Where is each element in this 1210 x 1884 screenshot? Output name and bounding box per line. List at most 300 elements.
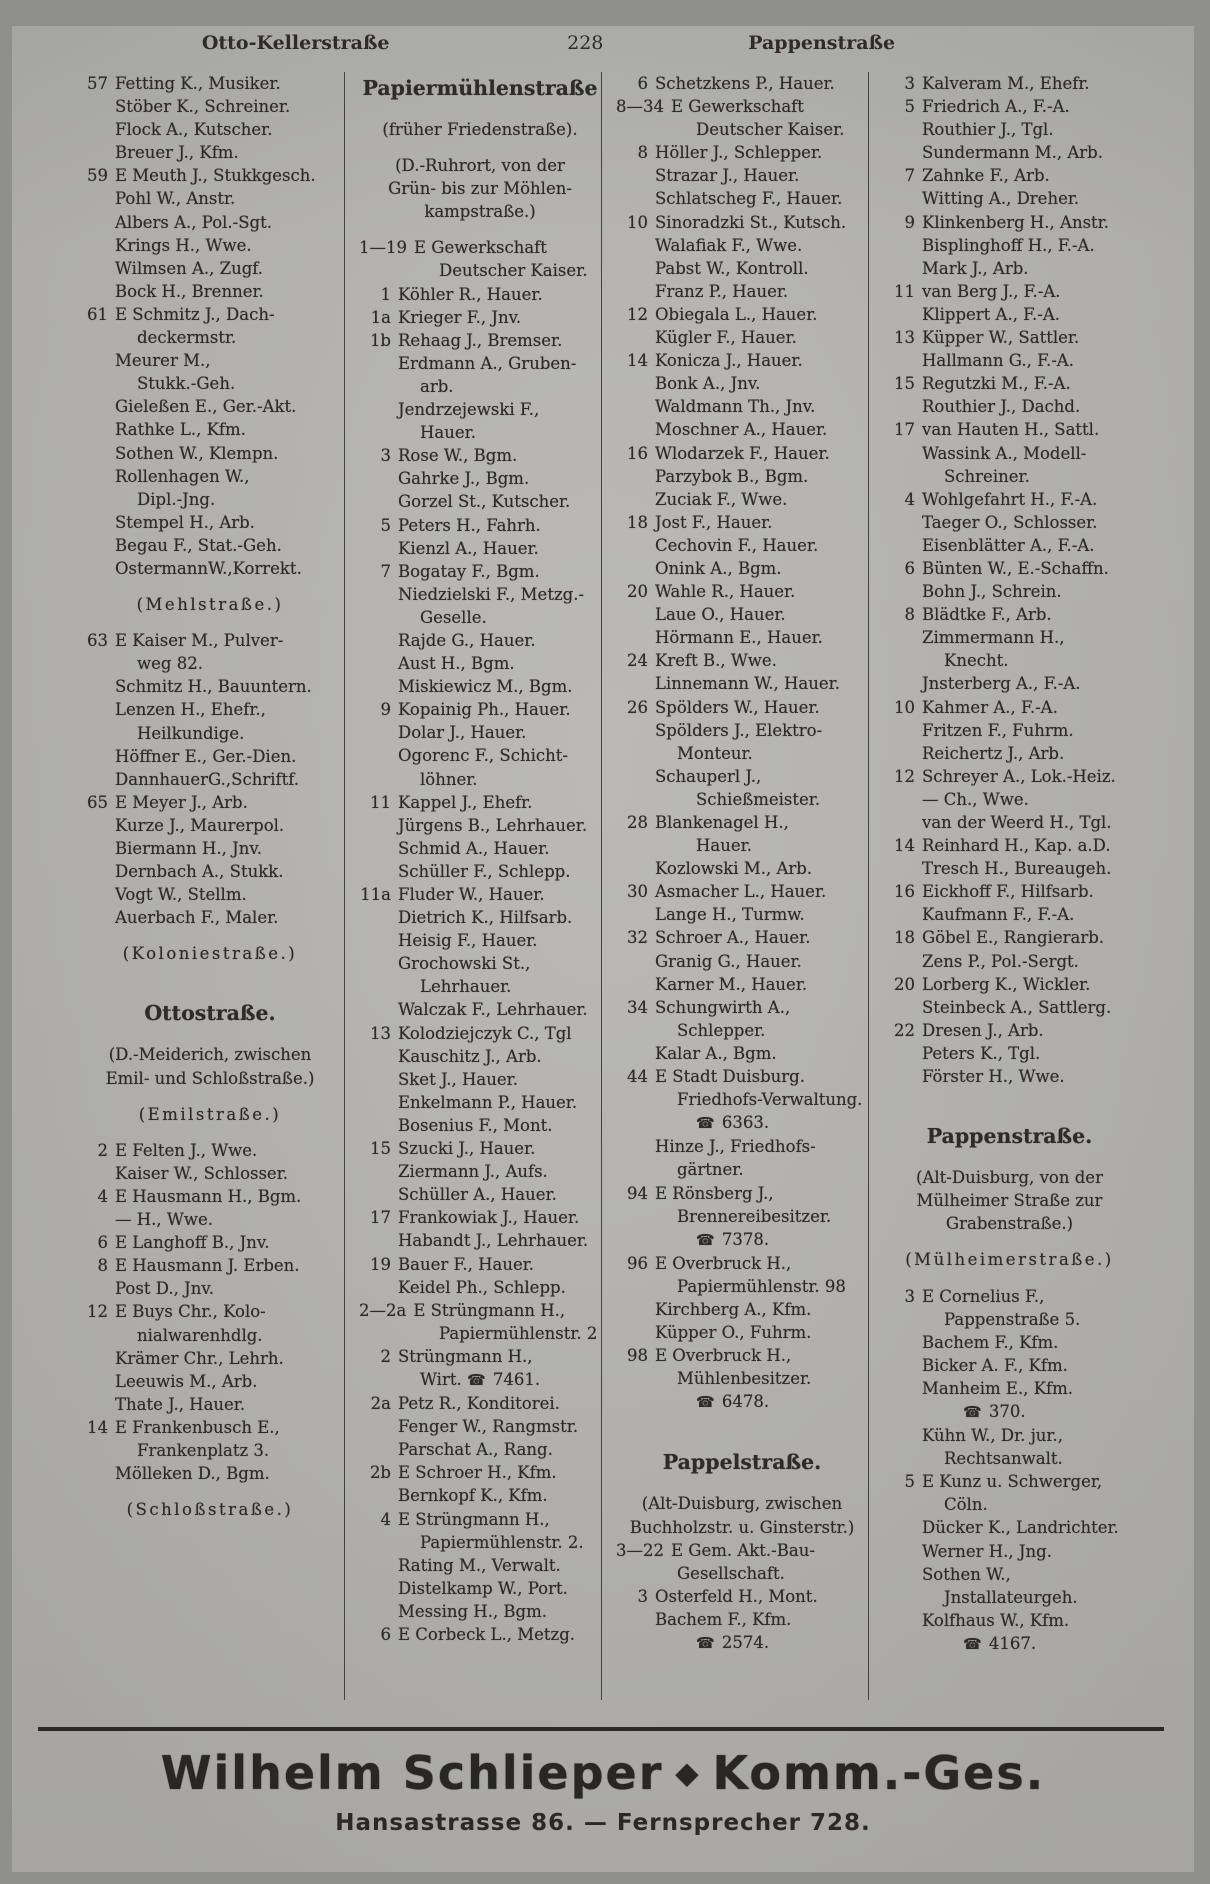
house-number: 1a bbox=[370, 307, 391, 327]
directory-line: 2—2a E Strüngmann H., bbox=[359, 1299, 601, 1322]
directory-line: Aust H., Bgm. bbox=[398, 654, 515, 674]
directory-line: nialwarenhdlg. bbox=[137, 1325, 263, 1345]
directory-line: 1 Köhler R., Hauer. bbox=[359, 283, 601, 306]
directory-line: Parzybok B., Bgm. bbox=[655, 466, 809, 486]
directory-line: Krings H., Wwe. bbox=[115, 235, 252, 255]
directory-line: Schauperl J., bbox=[655, 766, 762, 786]
directory-line: Kurze J., Maurerpol. bbox=[115, 815, 285, 835]
house-number: 28 bbox=[627, 813, 648, 832]
directory-line: Strazar J., Hauer. bbox=[655, 166, 800, 186]
directory-line: Reichertz J., Arb. bbox=[922, 743, 1065, 763]
ad-company-name: Wilhelm Schlieper bbox=[160, 1746, 664, 1800]
directory-line: Messing H., Bgm. bbox=[398, 1601, 548, 1621]
directory-line: Papiermühlenstr. 2 bbox=[439, 1323, 598, 1343]
directory-line: 19 Bauer F., Hauer. bbox=[359, 1253, 601, 1276]
directory-line: 1b Rehaag J., Bremser. bbox=[359, 329, 601, 352]
house-number: 34 bbox=[627, 997, 648, 1017]
directory-line: Bock H., Brenner. bbox=[115, 281, 264, 301]
directory-line: 1—19 E Gewerkschaft bbox=[359, 236, 601, 259]
section-note: (Mülheimerstraße.) bbox=[905, 1250, 1114, 1270]
directory-line: 2 Strüngmann H., bbox=[359, 1345, 601, 1368]
phone-icon: ☎ bbox=[963, 1634, 982, 1653]
spacer bbox=[76, 1030, 344, 1043]
running-title-right: Pappenstraße bbox=[748, 32, 896, 54]
street-heading: Ottostraße. bbox=[144, 1001, 276, 1026]
house-number: 24 bbox=[627, 651, 648, 671]
directory-line: Mühlenbesitzer. bbox=[677, 1369, 812, 1389]
house-number: 14 bbox=[894, 836, 915, 856]
directory-line: 12 Obiegala L., Hauer. bbox=[616, 303, 868, 326]
directory-line: Deutscher Kaiser. bbox=[439, 261, 588, 281]
directory-line: löhner. bbox=[420, 769, 478, 789]
directory-line: Tresch H., Bureaugeh. bbox=[922, 859, 1112, 879]
house-number: 11 bbox=[370, 792, 391, 812]
directory-line: 7 Bogatay F., Bgm. bbox=[359, 560, 601, 583]
directory-line: Kozlowski M., Arb. bbox=[655, 859, 813, 879]
house-number: 17 bbox=[370, 1208, 391, 1228]
directory-line: 4 E Strüngmann H., bbox=[359, 1508, 601, 1531]
house-number: 14 bbox=[627, 351, 648, 371]
directory-line: Lange H., Turmw. bbox=[655, 905, 805, 925]
directory-line: 2 E Felten J., Wwe. bbox=[76, 1139, 344, 1162]
house-number: 20 bbox=[627, 582, 648, 602]
directory-line: Hauer. bbox=[420, 423, 476, 443]
directory-line: Kaiser W., Schlosser. bbox=[115, 1163, 289, 1183]
directory-line: ☎ 2574. bbox=[696, 1633, 770, 1652]
house-number: 2b bbox=[369, 1463, 391, 1483]
directory-line: Kirchberg A., Kfm. bbox=[655, 1299, 812, 1319]
directory-line: Bonk A., Jnv. bbox=[655, 374, 761, 394]
phone-icon: ☎ bbox=[466, 1370, 486, 1389]
directory-line: Kügler F., Hauer. bbox=[655, 328, 797, 348]
house-number: 98 bbox=[627, 1346, 648, 1366]
directory-line: Dietrich K., Hilfsarb. bbox=[398, 908, 573, 928]
advertisement bbox=[30, 1727, 1176, 1836]
spacer bbox=[616, 1479, 868, 1492]
house-number: 1—19 bbox=[359, 238, 407, 258]
house-number: 12 bbox=[87, 1302, 108, 1322]
advertisement-title bbox=[30, 1747, 1176, 1800]
directory-line: Bicker A. F., Kfm. bbox=[922, 1355, 1068, 1375]
directory-line: 8 Höller J., Schlepper. bbox=[616, 141, 868, 164]
directory-line: 15 Regutzki M., F.-A. bbox=[883, 372, 1136, 395]
diamond-ornament-icon: ◆ bbox=[675, 1756, 701, 1791]
directory-line: Peters K., Tgl. bbox=[922, 1043, 1041, 1063]
directory-line: OstermannW.,Korrekt. bbox=[115, 558, 302, 578]
directory-line: Manheim E., Kfm. bbox=[922, 1378, 1074, 1398]
directory-line: 30 Asmacher L., Hauer. bbox=[616, 880, 868, 903]
directory-line: Dipl.-Jng. bbox=[137, 489, 216, 509]
directory-line: Cechovin F., Hauer. bbox=[655, 535, 819, 555]
directory-line: Höffner E., Ger.-Dien. bbox=[115, 746, 297, 766]
directory-line: Pohl W., Anstr. bbox=[115, 189, 236, 209]
directory-line: Routhier J., Tgl. bbox=[922, 120, 1054, 140]
spacer bbox=[359, 141, 601, 154]
directory-line: 17 van Hauten H., Sattl. bbox=[883, 418, 1136, 441]
directory-line: 6 Schetzkens P., Hauer. bbox=[616, 72, 868, 95]
house-number: 20 bbox=[894, 974, 915, 994]
directory-line: ☎ 370. bbox=[963, 1401, 1026, 1421]
street-heading: Papiermühlenstraße bbox=[362, 76, 598, 100]
house-number: 59 bbox=[87, 166, 108, 186]
house-number: 16 bbox=[627, 443, 648, 463]
house-number: 8 bbox=[97, 1256, 108, 1276]
directory-line: Schlatscheg F., Hauer. bbox=[655, 189, 843, 209]
directory-line: gärtner. bbox=[677, 1160, 744, 1180]
directory-line: Ogorenc F., Schicht- bbox=[398, 746, 568, 766]
directory-line: Gorzel St., Kutscher. bbox=[398, 492, 571, 512]
directory-line: Brennereibesitzer. bbox=[677, 1206, 832, 1226]
directory-line: Leeuwis M., Arb. bbox=[115, 1371, 258, 1391]
page-number: 228 bbox=[567, 32, 604, 54]
house-number: 8 bbox=[904, 605, 915, 625]
house-number: 2 bbox=[97, 1140, 108, 1160]
directory-line: Deutscher Kaiser. bbox=[696, 120, 845, 140]
directory-line: Jnsterberg A., F.-A. bbox=[922, 674, 1081, 694]
section-note: (Emilstraße.) bbox=[138, 1104, 282, 1124]
directory-line: Stukk.-Geh. bbox=[137, 374, 236, 394]
directory-line: 6 E Corbeck L., Metzg. bbox=[359, 1623, 601, 1646]
directory-line: Kaufmann F., F.-A. bbox=[922, 905, 1075, 925]
directory-line: Papiermühlenstr. 98 bbox=[677, 1276, 846, 1296]
directory-line: Bisplinghoff H., F.-A. bbox=[922, 235, 1095, 255]
house-number: 10 bbox=[894, 697, 915, 717]
page-header bbox=[12, 32, 1194, 62]
directory-line: Enkelmann P., Hauer. bbox=[398, 1092, 578, 1112]
directory-line: 20 Wahle R., Hauer. bbox=[616, 580, 868, 603]
spacer bbox=[76, 1126, 344, 1139]
directory-line: Bohn J., Schrein. bbox=[922, 582, 1062, 602]
directory-line: Gahrke J., Bgm. bbox=[398, 469, 530, 489]
house-number: 7 bbox=[904, 166, 915, 186]
section-note: (D.-Ruhrort, von der bbox=[395, 156, 565, 176]
directory-line: Kühn W., Dr. jur., bbox=[922, 1426, 1063, 1446]
directory-line: Hallmann G., F.-A. bbox=[922, 351, 1074, 371]
house-number: 13 bbox=[894, 328, 915, 348]
house-number: 12 bbox=[894, 766, 915, 786]
house-number: 63 bbox=[87, 631, 108, 651]
directory-line: Linnemann W., Hauer. bbox=[655, 674, 840, 694]
directory-line: ☎ 4167. bbox=[963, 1633, 1037, 1653]
directory-line: Witting A., Dreher. bbox=[922, 189, 1080, 209]
spacer bbox=[76, 965, 344, 997]
phone-icon: ☎ bbox=[696, 1230, 715, 1249]
directory-line: van der Weerd H., Tgl. bbox=[922, 813, 1112, 832]
directory-line: Heisig F., Hauer. bbox=[398, 931, 538, 951]
phone-icon: ☎ bbox=[963, 1402, 982, 1421]
house-number: 26 bbox=[627, 697, 648, 717]
directory-line: 8 E Hausmann J. Erben. bbox=[76, 1254, 344, 1277]
house-number: 3 bbox=[904, 1286, 915, 1306]
directory-line: Hörmann E., Hauer. bbox=[655, 628, 823, 648]
house-number: 22 bbox=[894, 1020, 915, 1040]
directory-line: Jnstallateurgeh. bbox=[944, 1587, 1078, 1607]
directory-line: 10 Kahmer A., F.-A. bbox=[883, 696, 1136, 719]
directory-line: Krämer Chr., Lehrh. bbox=[115, 1348, 284, 1368]
directory-line: Hauer. bbox=[696, 836, 752, 856]
phone-icon: ☎ bbox=[696, 1393, 715, 1412]
house-number: 94 bbox=[627, 1183, 648, 1203]
directory-line: Routhier J., Dachd. bbox=[922, 397, 1081, 417]
advertisement-address: Hansastrasse 86. — Fernsprecher 728. bbox=[335, 1810, 871, 1836]
house-number: 3 bbox=[380, 446, 391, 466]
house-number: 65 bbox=[87, 792, 108, 812]
section-note: Grabenstraße.) bbox=[945, 1214, 1074, 1234]
directory-line: Wassink A., Modell- bbox=[922, 443, 1087, 463]
directory-line: 9 Klinkenberg H., Anstr. bbox=[883, 211, 1136, 234]
directory-line: 4 E Hausmann H., Bgm. bbox=[76, 1185, 344, 1208]
directory-line: 3 Kalveram M., Ehefr. bbox=[883, 72, 1136, 95]
section-note: (D.-Meiderich, zwischen bbox=[108, 1045, 312, 1065]
directory-line: Auerbach F., Maler. bbox=[115, 908, 279, 928]
directory-line: Habandt J., Lehrhauer. bbox=[398, 1231, 589, 1251]
directory-line: Zuciak F., Wwe. bbox=[655, 489, 788, 509]
directory-line: Heilkundige. bbox=[137, 723, 245, 743]
directory-line: Schüller A., Hauer. bbox=[398, 1185, 557, 1205]
directory-line: Kolfhaus W., Kfm. bbox=[922, 1610, 1070, 1630]
directory-line: 24 Kreft B., Wwe. bbox=[616, 649, 868, 672]
house-number: 14 bbox=[87, 1417, 108, 1437]
directory-line: Post D., Jnv. bbox=[115, 1279, 214, 1299]
directory-column-1 bbox=[76, 72, 344, 1700]
house-number: 9 bbox=[904, 212, 915, 232]
section-note: kampstraße.) bbox=[424, 202, 536, 222]
directory-line: 20 Lorberg K., Wickler. bbox=[883, 973, 1136, 996]
directory-line: 61 E Schmitz J., Dach- bbox=[76, 303, 344, 326]
directory-line: Zimmermann H., bbox=[922, 628, 1065, 648]
section-note: (Alt-Duisburg, zwischen bbox=[641, 1494, 843, 1514]
directory-line: Taeger O., Schlosser. bbox=[922, 512, 1098, 532]
directory-line: 5 E Kunz u. Schwerger, bbox=[883, 1470, 1136, 1493]
section-note: Emil- und Schloßstraße.) bbox=[105, 1068, 315, 1088]
directory-line: Schreiner. bbox=[944, 466, 1030, 486]
section-note: Mülheimer Straße zur bbox=[916, 1191, 1103, 1211]
house-number: 30 bbox=[627, 882, 648, 902]
house-number: 12 bbox=[627, 304, 648, 324]
spacer bbox=[76, 1485, 344, 1498]
directory-line: Erdmann A., Gruben- bbox=[398, 353, 577, 373]
directory-line: 32 Schroer A., Hauer. bbox=[616, 926, 868, 949]
directory-line: 5 Peters H., Fahrh. bbox=[359, 514, 601, 537]
directory-line: 5 Friedrich A., F.-A. bbox=[883, 95, 1136, 118]
directory-line: 4 Wohlgefahrt H., F.-A. bbox=[883, 488, 1136, 511]
directory-line: Lehrhauer. bbox=[420, 977, 512, 997]
spacer bbox=[883, 1153, 1136, 1166]
street-heading: Pappelstraße. bbox=[662, 1450, 822, 1475]
directory-line: Fritzen F., Fuhrm. bbox=[922, 720, 1074, 740]
directory-line: Wilmsen A., Zugf. bbox=[115, 258, 264, 278]
directory-line: Wirt. ☎ 7461. bbox=[420, 1369, 541, 1389]
directory-line: 9 Kopainig Ph., Hauer. bbox=[359, 698, 601, 721]
directory-line: Gesellschaft. bbox=[677, 1563, 785, 1583]
house-number: 15 bbox=[370, 1139, 391, 1159]
directory-line: 14 Reinhard H., Kap. a.D. bbox=[883, 834, 1136, 857]
house-number: 4 bbox=[97, 1186, 108, 1206]
house-number: 3 bbox=[904, 74, 915, 93]
directory-line: Zens P., Pol.-Sergt. bbox=[922, 951, 1079, 971]
spacer bbox=[76, 1090, 344, 1103]
directory-line: Mark J., Arb. bbox=[922, 258, 1029, 278]
directory-line: Moschner A., Hauer. bbox=[655, 420, 828, 440]
spacer bbox=[883, 1272, 1136, 1285]
directory-line: 14 E Frankenbusch E., bbox=[76, 1416, 344, 1439]
directory-line: 7 Zahnke F., Arb. bbox=[883, 164, 1136, 187]
directory-line: Schüller F., Schlepp. bbox=[398, 861, 571, 881]
directory-line: 8—34 E Gewerkschaft bbox=[616, 95, 868, 118]
directory-line: Breuer J., Kfm. bbox=[115, 143, 239, 163]
directory-line: Thate J., Hauer. bbox=[115, 1394, 246, 1414]
directory-line: Meurer M., bbox=[115, 351, 211, 371]
directory-line: 18 Göbel E., Rangierarb. bbox=[883, 926, 1136, 949]
directory-line: ☎ 6363. bbox=[696, 1113, 770, 1133]
directory-line: Rollenhagen W., bbox=[115, 466, 250, 486]
house-number: 16 bbox=[894, 882, 915, 902]
directory-line: Schlepper. bbox=[677, 1020, 766, 1040]
directory-line: Niedzielski F., Metzg.- bbox=[398, 584, 585, 604]
directory-line: Rajde G., Hauer. bbox=[398, 630, 536, 650]
directory-line: Onink A., Bgm. bbox=[655, 558, 782, 578]
directory-line: Karner M., Hauer. bbox=[655, 974, 808, 994]
directory-line: Laue O., Hauer. bbox=[655, 605, 786, 625]
house-number: 13 bbox=[370, 1023, 391, 1043]
directory-column-4 bbox=[868, 72, 1136, 1700]
house-number: 2 bbox=[380, 1346, 391, 1366]
house-number: 3—22 bbox=[616, 1540, 664, 1560]
phone-icon: ☎ bbox=[696, 1634, 715, 1652]
spacer bbox=[359, 223, 601, 236]
directory-line: 18 Jost F., Hauer. bbox=[616, 511, 868, 534]
directory-line: Sothen W., bbox=[922, 1564, 1011, 1584]
directory-line: 3 Osterfeld H., Mont. bbox=[616, 1585, 868, 1608]
section-note: (Schloßstraße.) bbox=[126, 1500, 294, 1520]
directory-line: Friedhofs-Verwaltung. bbox=[677, 1090, 863, 1110]
phone-icon: ☎ bbox=[696, 1114, 715, 1133]
directory-line: 96 E Overbruck H., bbox=[616, 1252, 868, 1275]
directory-line: 2a Petz R., Konditorei. bbox=[359, 1392, 601, 1415]
directory-line: 6 E Langhoff B., Jnv. bbox=[76, 1231, 344, 1254]
directory-line: Kalar A., Bgm. bbox=[655, 1043, 777, 1063]
house-number: 11 bbox=[894, 281, 915, 301]
directory-line: Spölders J., Elektro- bbox=[655, 720, 823, 740]
spacer bbox=[883, 1088, 1136, 1120]
directory-line: Flock A., Kutscher. bbox=[115, 120, 273, 140]
directory-line: deckermstr. bbox=[137, 328, 237, 348]
directory-line: 3 E Cornelius F., bbox=[883, 1285, 1136, 1308]
directory-line: Förster H., Wwe. bbox=[922, 1067, 1065, 1087]
house-number: 2a bbox=[370, 1394, 391, 1414]
section-note: (Mehlstraße.) bbox=[136, 595, 284, 615]
directory-line: Schießmeister. bbox=[696, 789, 821, 809]
section-note: Grün- bis zur Möhlen- bbox=[388, 179, 572, 199]
directory-line: 6 Bünten W., E.-Schaffn. bbox=[883, 557, 1136, 580]
directory-line: 12 Schreyer A., Lok.-Heiz. bbox=[883, 765, 1136, 788]
directory-line: 17 Frankowiak J., Hauer. bbox=[359, 1206, 601, 1229]
house-number: 5 bbox=[904, 1472, 915, 1492]
directory-line: — H., Wwe. bbox=[115, 1210, 213, 1230]
directory-line: Keidel Ph., Schlepp. bbox=[398, 1277, 566, 1297]
directory-line: Dolar J., Hauer. bbox=[398, 723, 527, 743]
directory-line: 63 E Kaiser M., Pulver- bbox=[76, 629, 344, 652]
directory-line: Frankenplatz 3. bbox=[137, 1440, 270, 1460]
directory-line: Schmid A., Hauer. bbox=[398, 838, 550, 858]
paper-page bbox=[12, 26, 1194, 1872]
directory-line: Rechtsanwalt. bbox=[944, 1449, 1063, 1469]
directory-line: 57 Fetting K., Musiker. bbox=[76, 72, 344, 95]
house-number: 8 bbox=[637, 143, 648, 163]
directory-column-2 bbox=[344, 72, 601, 1700]
house-number: 10 bbox=[627, 212, 648, 232]
directory-line: — Ch., Wwe. bbox=[922, 789, 1029, 809]
directory-line: Klippert A., F.-A. bbox=[922, 304, 1061, 324]
directory-line: Waldmann Th., Jnv. bbox=[655, 397, 816, 417]
directory-line: Geselle. bbox=[420, 607, 487, 627]
directory-line: 28 Blankenagel H., bbox=[616, 811, 868, 834]
directory-line: Grochowski St., bbox=[398, 954, 531, 974]
directory-line: Pabst W., Kontroll. bbox=[655, 258, 809, 278]
directory-line: 1a Krieger F., Jnv. bbox=[359, 306, 601, 329]
spacer bbox=[76, 929, 344, 942]
directory-line: Cöln. bbox=[944, 1495, 988, 1515]
house-number: 6 bbox=[637, 74, 648, 93]
directory-line: Monteur. bbox=[677, 743, 753, 763]
directory-line: 16 Wlodarzek F., Hauer. bbox=[616, 442, 868, 465]
directory-line: Parschat A., Rang. bbox=[398, 1440, 553, 1460]
house-number: 9 bbox=[380, 700, 391, 720]
house-number: 32 bbox=[627, 928, 648, 948]
directory-line: Bosenius F., Mont. bbox=[398, 1115, 553, 1135]
house-number: 1b bbox=[369, 330, 391, 350]
directory-line: Jürgens B., Lehrhauer. bbox=[398, 815, 588, 835]
directory-columns bbox=[76, 72, 1136, 1700]
directory-line: 13 Kolodziejczyk C., Tgl bbox=[359, 1022, 601, 1045]
directory-line: Biermann H., Jnv. bbox=[115, 839, 263, 858]
ad-company-type: Komm.-Ges. bbox=[712, 1746, 1046, 1800]
house-number: 3 bbox=[637, 1586, 648, 1606]
directory-line: 65 E Meyer J., Arb. bbox=[76, 791, 344, 814]
directory-line: Fenger W., Rangmstr. bbox=[398, 1417, 579, 1437]
house-number: 15 bbox=[894, 374, 915, 394]
directory-line: Knecht. bbox=[944, 651, 1009, 671]
directory-line: 3—22 E Gem. Akt.-Bau- bbox=[616, 1539, 868, 1562]
spacer bbox=[883, 1235, 1136, 1248]
directory-line: 14 Konicza J., Hauer. bbox=[616, 349, 868, 372]
directory-line: 11a Fluder W., Hauer. bbox=[359, 883, 601, 906]
house-number: 96 bbox=[627, 1253, 648, 1273]
directory-line: arb. bbox=[420, 376, 454, 396]
directory-line: Sothen W., Klempn. bbox=[115, 443, 279, 463]
directory-line: Sket J., Hauer. bbox=[398, 1069, 518, 1089]
house-number: 44 bbox=[627, 1067, 648, 1087]
directory-line: 11 van Berg J., F.-A. bbox=[883, 280, 1136, 303]
house-number: 5 bbox=[380, 515, 391, 535]
directory-line: Franz P., Hauer. bbox=[655, 281, 789, 301]
directory-line: Begau F., Stat.-Geh. bbox=[115, 535, 282, 555]
directory-line: Gieleßen E., Ger.-Akt. bbox=[115, 397, 297, 417]
directory-line: Küpper O., Fuhrm. bbox=[655, 1323, 812, 1343]
house-number: 2—2a bbox=[359, 1300, 407, 1320]
directory-line: Stöber K., Schreiner. bbox=[115, 97, 291, 117]
directory-line: 34 Schungwirth A., bbox=[616, 996, 868, 1019]
directory-line: 98 E Overbruck H., bbox=[616, 1344, 868, 1367]
directory-line: 59 E Meuth J., Stukkgesch. bbox=[76, 164, 344, 187]
directory-line: Walafiak F., Wwe. bbox=[655, 235, 803, 255]
house-number: 6 bbox=[904, 558, 915, 578]
spacer bbox=[359, 105, 601, 118]
directory-line: Sundermann M., Arb. bbox=[922, 143, 1103, 163]
directory-line: 10 Sinoradzki St., Kutsch. bbox=[616, 211, 868, 234]
directory-line: ☎ 6478. bbox=[696, 1392, 770, 1412]
directory-line: 11 Kappel J., Ehefr. bbox=[359, 791, 601, 814]
